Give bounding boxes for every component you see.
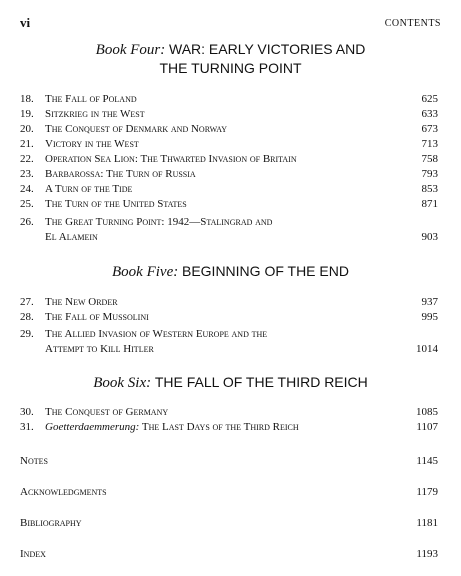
page-number: 1014: [416, 343, 438, 355]
chapter-title: Barbarossa: The Turn of Russia: [45, 168, 196, 180]
chapter-number: 29.: [20, 328, 34, 340]
book-five-heading: [0, 262, 461, 282]
book-label: Book Six:: [93, 375, 152, 391]
page-numeral: vi: [20, 15, 31, 30]
page-number: 871: [421, 198, 438, 210]
chapter-number: 24.: [20, 183, 34, 195]
chapter-title: The Conquest of Denmark and Norway: [45, 123, 228, 135]
chapter-number: 20.: [20, 123, 34, 135]
chapter-title: [45, 421, 299, 434]
chapter-number: 18.: [20, 93, 34, 105]
page-number: 793: [421, 168, 438, 180]
chapter-title-cont: Attempt to Kill Hitler: [45, 343, 154, 355]
chapter-title: Victory in the West: [45, 138, 139, 150]
page-number: 1193: [416, 548, 438, 560]
page-number: 853: [421, 183, 438, 195]
chapter-title: The Fall of Poland: [45, 93, 137, 105]
chapter-number: 21.: [20, 138, 34, 150]
page-number: 995: [421, 311, 438, 323]
back-matter-title: Acknowledgments: [20, 486, 107, 498]
chapter-number: 25.: [20, 198, 34, 210]
page-number: 1179: [416, 486, 438, 498]
running-title: CONTENTS: [384, 18, 441, 29]
book-label: Book Five:: [112, 264, 179, 280]
chapter-number: 22.: [20, 153, 34, 165]
chapter-title: A Turn of the Tide: [45, 183, 133, 195]
book-four-heading-cont: [0, 59, 461, 79]
chapter-title: Operation Sea Lion: The Thwarted Invasion of Britain: [45, 153, 297, 165]
page-number: 673: [421, 123, 438, 135]
chapter-title-italic: Goetterdaemmerung:: [45, 421, 140, 433]
chapter-title-rest: The Last Days of the Third Reich: [139, 421, 299, 433]
book-four-heading: [0, 40, 461, 60]
book-title: WAR: EARLY VICTORIES AND: [169, 41, 366, 57]
chapter-number: 30.: [20, 406, 34, 418]
book-title: BEGINNING OF THE END: [181, 263, 349, 279]
page-number: 1145: [416, 455, 438, 467]
chapter-number: 31.: [20, 421, 34, 433]
back-matter-title: Index: [20, 548, 46, 560]
page-number: 1181: [416, 517, 438, 529]
chapter-number: 26.: [20, 216, 34, 228]
chapter-title: The Great Turning Point: 1942—Stalingrad and: [45, 216, 273, 228]
chapter-title: The Turn of the United States: [45, 198, 187, 210]
chapter-number: 27.: [20, 296, 34, 308]
book-title: THE FALL OF THE THIRD REICH: [154, 374, 368, 390]
page-number: 633: [421, 108, 438, 120]
page-number: 937: [421, 296, 438, 308]
book-label: Book Four:: [95, 42, 166, 58]
page-number: 625: [421, 93, 438, 105]
page-number: 903: [421, 231, 438, 243]
chapter-title: The New Order: [45, 296, 118, 308]
page-number: 1107: [416, 421, 438, 433]
chapter-number: 23.: [20, 168, 34, 180]
chapter-title-cont: El Alamein: [45, 231, 98, 243]
chapter-number: 19.: [20, 108, 34, 120]
page-number: 758: [421, 153, 438, 165]
back-matter-title: Bibliography: [20, 517, 82, 529]
page-number: 713: [421, 138, 438, 150]
chapter-title: The Allied Invasion of Western Europe and the: [45, 328, 268, 340]
book-title-cont: THE TURNING POINT: [159, 60, 302, 76]
chapter-title: The Fall of Mussolini: [45, 311, 149, 323]
chapter-number: 28.: [20, 311, 34, 323]
book-six-heading: [0, 373, 461, 393]
page-number: 1085: [416, 406, 438, 418]
chapter-title: Sitzkrieg in the West: [45, 108, 145, 120]
chapter-title: The Conquest of Germany: [45, 406, 169, 418]
back-matter-title: Notes: [20, 455, 48, 467]
